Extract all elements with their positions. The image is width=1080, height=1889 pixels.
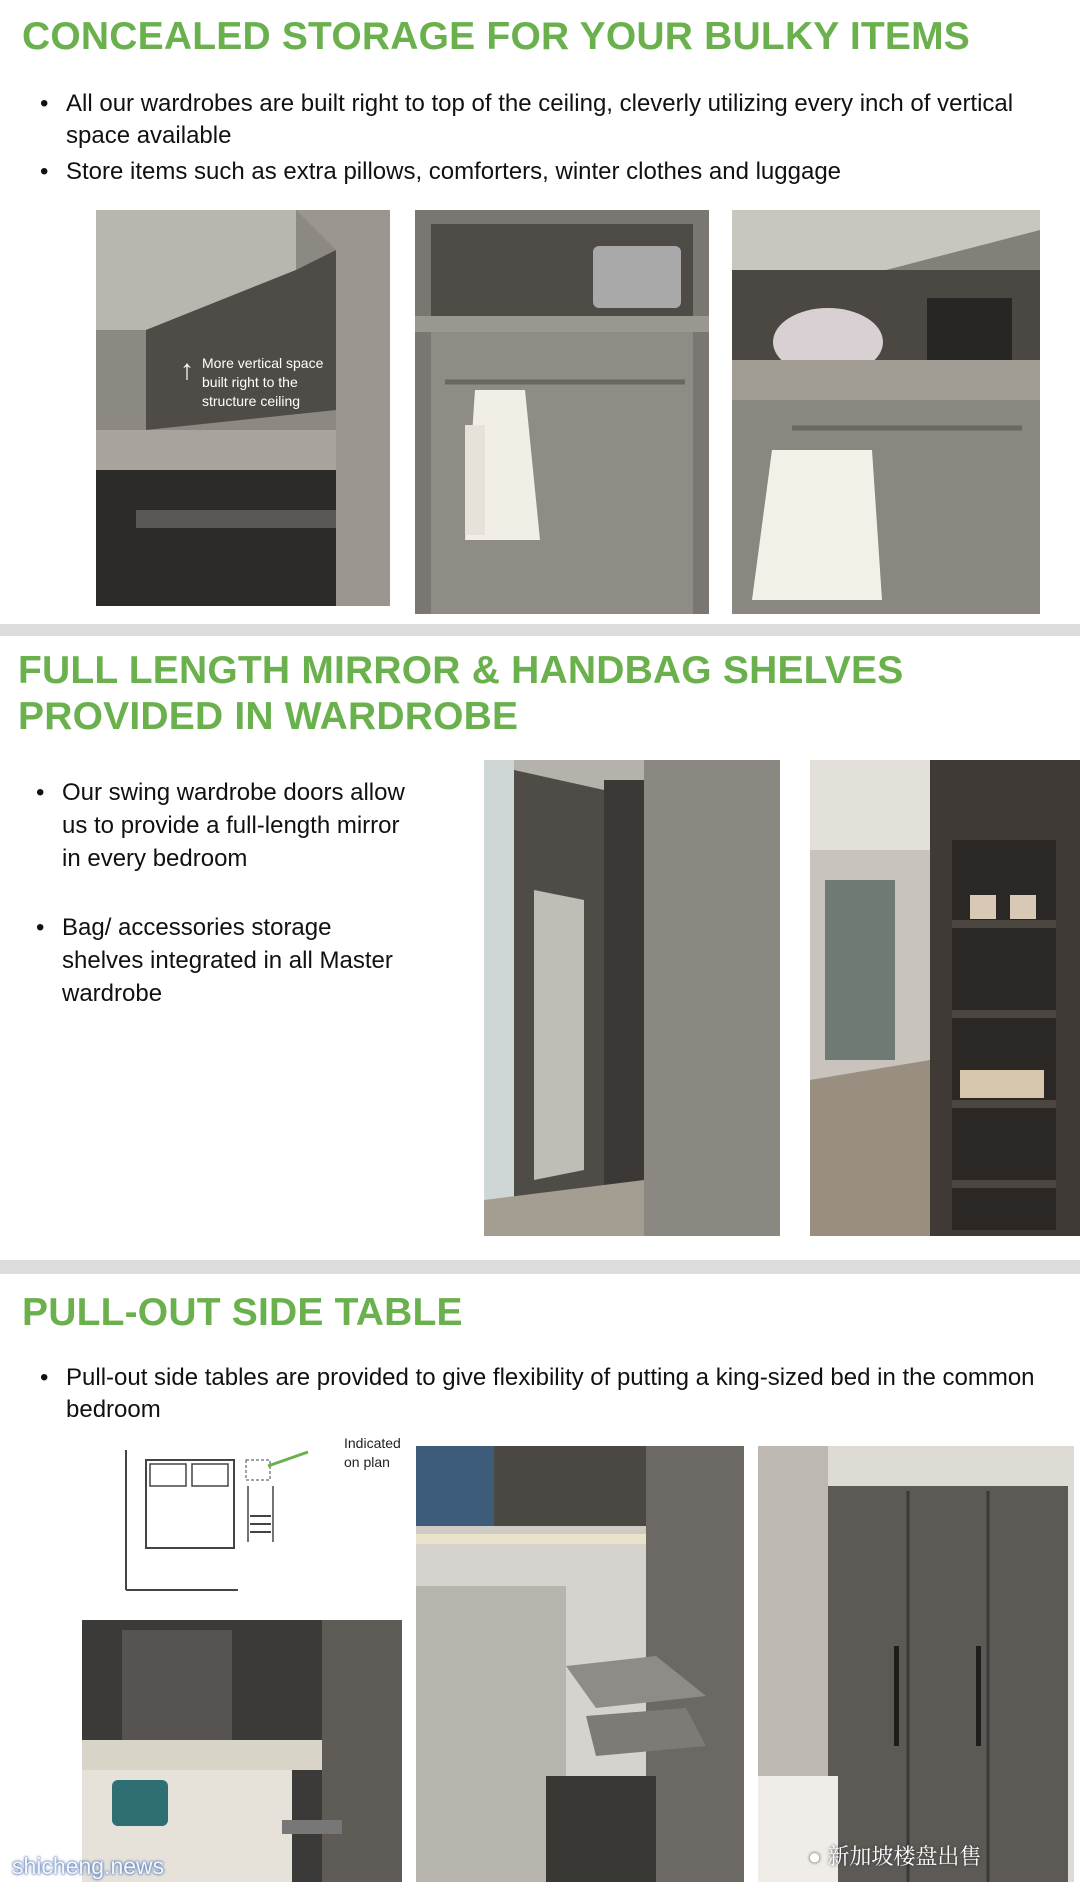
photo-wardrobe-pillow: [732, 210, 1040, 614]
bullet-list: [36, 88, 1046, 188]
section-title-line: FULL LENGTH MIRROR & HANDBAG SHELVES: [18, 649, 904, 692]
section-title-line: PROVIDED IN WARDROBE: [18, 695, 519, 738]
photo-wardrobe-doors: [758, 1446, 1074, 1882]
photo-annotation: [202, 354, 352, 411]
plan-label-line: Indicated: [344, 1435, 401, 1451]
annotation-line: structure ceiling: [202, 393, 301, 409]
bullet-item: • Store items such as extra pillows, comforters, winter clothes and luggage: [36, 156, 1046, 188]
site-watermark: shicheng.news: [12, 1853, 165, 1879]
wechat-watermark: [808, 1840, 981, 1871]
bullet-list: [32, 776, 412, 1010]
bullet-list: [36, 1362, 1046, 1426]
photo-mirror-wardrobe: [484, 760, 780, 1236]
bullet-item: • All our wardrobes are built right to top of the ceiling, cleverly utilizing every inch of vertical space available: [36, 88, 1046, 152]
section-title: [18, 648, 903, 740]
plan-label-line: on plan: [344, 1454, 390, 1470]
section-concealed-storage: [0, 0, 1080, 624]
bullet-item: • Our swing wardrobe doors allow us to provide a full-length mirror in every bedroom: [32, 776, 412, 875]
bullet-item: • Pull-out side tables are provided to give flexibility of putting a king-sized bed in the common bedroom: [36, 1362, 1046, 1426]
section-title: CONCEALED STORAGE FOR YOUR BULKY ITEMS: [22, 15, 971, 58]
wechat-icon: ●: [808, 1844, 822, 1869]
photo-pull-out-table: [416, 1446, 744, 1882]
photo-bag-shelves: [810, 760, 1080, 1236]
plan-label: [344, 1434, 401, 1472]
photo-wardrobe-luggage: [415, 210, 709, 614]
section-mirror-shelves: [0, 636, 1080, 1260]
photo-bedroom-headboard: [82, 1620, 402, 1882]
bullet-item: • Bag/ accessories storage shelves integrated in all Master wardrobe: [32, 911, 412, 1010]
section-title: PULL-OUT SIDE TABLE: [22, 1291, 463, 1334]
arrow-up-icon: ↑: [180, 354, 194, 385]
floor-plan-diagram: [118, 1446, 318, 1594]
wechat-account-name: 新加坡楼盘出售: [827, 1844, 982, 1869]
annotation-line: More vertical space: [202, 355, 324, 371]
section-pull-out-table: [0, 1274, 1080, 1889]
annotation-line: built right to the: [202, 374, 298, 390]
